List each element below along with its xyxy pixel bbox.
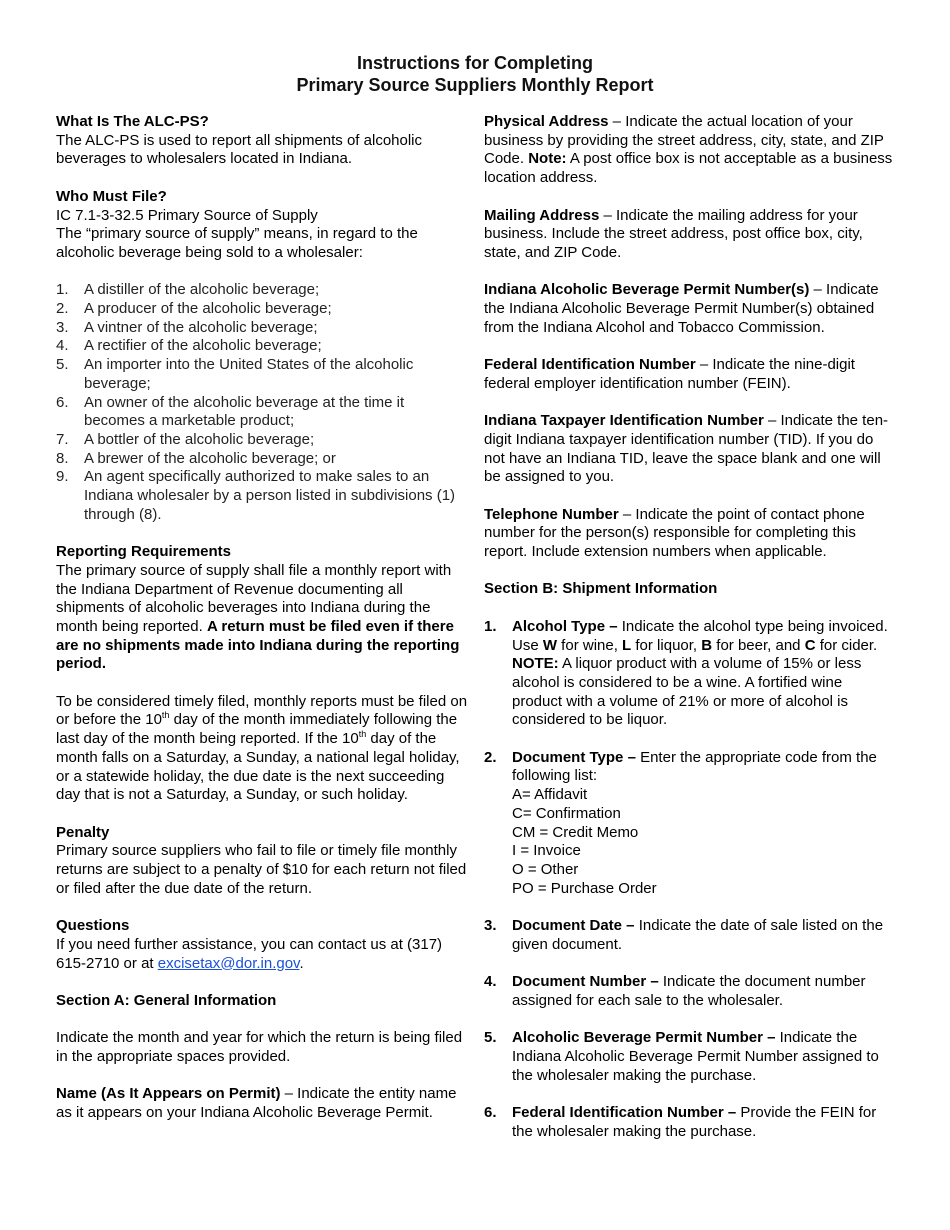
permit-number-item: 5. Alcoholic Beverage Permit Number – Indicate the Indiana Alcoholic Beverage Permit Number assigned to the wholesaler making the purchase. bbox=[484, 1029, 879, 1084]
document-type-item: 2. Document Type – Enter the appropriate code from the following list: A= Affidavit C= Confirmation CM = Credit Memo I = Invoice O = Other PO = Purchase Order bbox=[484, 749, 896, 899]
what-is-heading: What Is The ALC-PS? bbox=[56, 113, 209, 130]
left-column bbox=[56, 113, 468, 1123]
questions-heading: Questions bbox=[56, 917, 130, 935]
doc-code: C= Confirmation bbox=[512, 804, 621, 822]
name-instruction: Name (As It Appears on Permit) – Indicate the entity name as it appears on your Indiana Alcoholic Beverage Permit. bbox=[56, 1085, 457, 1122]
penalty-heading: Penalty bbox=[56, 823, 110, 841]
section-a-heading: Section A: General Information bbox=[56, 991, 277, 1009]
list-item: 5. An importer into the United States of the alcoholic beverage; bbox=[56, 356, 414, 392]
wholesaler-fein-item: 6. Federal Identification Number – Provide the FEIN for the wholesaler making the purchase. bbox=[484, 1104, 877, 1140]
statute-line: IC 7.1-3-32.5 Primary Source of Supply bbox=[56, 206, 318, 224]
who-must-file-heading: Who Must File? bbox=[56, 187, 167, 205]
penalty-body: Primary source suppliers who fail to file or timely file monthly returns are subject to a penalty of $10 for each return not filed or filed after the due date of the return. bbox=[56, 842, 467, 897]
questions-body: If you need further assistance, you can contact us at (317) 615-2710 or at bbox=[56, 935, 443, 972]
tid-instruction: Indiana Taxpayer Identification Number – Indicate the ten-digit Indiana taxpayer identification number (TID). If you do not have an Indiana TID, leave the space blank and one will be assigned to you. bbox=[484, 412, 889, 486]
document-number-item: 4. Document Number – Indicate the document number assigned for each sale to the wholesaler. bbox=[484, 973, 866, 1009]
doc-code: I = Invoice bbox=[512, 842, 581, 860]
questions-section: Questions If you need further assistance, you can contact us at (317) 615-2710 or at excisetax@dor.in.gov. bbox=[56, 917, 468, 973]
who-must-file-section bbox=[56, 188, 468, 263]
timely-filed-paragraph: To be considered timely filed, monthly reports must be filed on or before the 10th day of the month immediately following the last day of the month being reported. If the 10th day of the month falls on a Saturday, a Sunday, a national legal holiday, or a statewide holiday, the due date is the next succeeding day that is not a Saturday, a Sunday, or such holiday. bbox=[56, 692, 468, 804]
telephone-instruction: Telephone Number – Indicate the point of contact phone number for the person(s) responsible for completing this report. Include extension numbers when applicable. bbox=[484, 505, 865, 561]
list-item: 9. An agent specifically authorized to make sales to an Indiana wholesaler by a person listed in subdivisions (1) through (8). bbox=[56, 468, 456, 523]
email-link[interactable]: excisetax@dor.in.gov bbox=[157, 954, 300, 972]
list-item: 4. A rectifier of the alcoholic beverage; bbox=[56, 337, 322, 355]
list-item: 1. A distiller of the alcoholic beverage; bbox=[56, 281, 320, 299]
section-b-heading: Section B: Shipment Information bbox=[484, 580, 718, 598]
list-item: 8. A brewer of the alcoholic beverage; or bbox=[56, 449, 336, 467]
title-line-2: Primary Source Suppliers Monthly Report bbox=[296, 75, 654, 95]
what-is-body: The ALC-PS is used to report all shipments of alcoholic beverages to wholesalers located in Indiana. bbox=[56, 131, 423, 168]
section-a-intro: Indicate the month and year for which the return is being filed in the appropriate spaces provided. bbox=[56, 1029, 463, 1066]
doc-code: CM = Credit Memo bbox=[512, 823, 639, 841]
reporting-heading: Reporting Requirements bbox=[56, 543, 232, 561]
reporting-body: The primary source of supply shall file a monthly report with the Indiana Department of Revenue documenting all shipments of alcoholic beverages into Indiana during the month being reported. bbox=[56, 561, 452, 635]
title-line-1: Instructions for Completing bbox=[357, 53, 593, 73]
reporting-requirements-section bbox=[56, 543, 468, 674]
penalty-section bbox=[56, 824, 468, 899]
doc-code: O = Other bbox=[512, 861, 579, 878]
permit-number-instruction: Indiana Alcoholic Beverage Permit Number(s) – Indicate the Indiana Alcoholic Beverage Permit Number(s) obtained from the Indiana Alcohol and Tobacco Commission. bbox=[484, 281, 879, 336]
reporting-bold-notice: A return must be filed even if there are no shipments made into Indiana during the reporting period. bbox=[56, 617, 460, 673]
list-item: 6. An owner of the alcoholic beverage at the time it becomes a marketable product; bbox=[56, 393, 405, 430]
list-item: 3. A vintner of the alcoholic beverage; bbox=[56, 318, 318, 336]
mailing-address-instruction: Mailing Address – Indicate the mailing address for your business. Include the street address, post office box, city, state, and ZIP Code. bbox=[484, 206, 863, 261]
shipment-instructions-list bbox=[484, 618, 896, 1142]
list-item: 2. A producer of the alcoholic beverage; bbox=[56, 300, 332, 317]
right-column bbox=[484, 113, 896, 1160]
physical-address-instruction: Physical Address – Indicate the actual location of your business by providing the street address, city, state, and ZIP Code. Note: A post office box is not acceptable as a business location address. bbox=[484, 113, 893, 187]
document-date-item: 3. Document Date – Indicate the date of sale listed on the given document. bbox=[484, 917, 884, 953]
doc-code: PO = Purchase Order bbox=[512, 879, 657, 897]
doc-code: A= Affidavit bbox=[512, 786, 588, 804]
primary-source-list bbox=[56, 281, 468, 524]
what-is-section bbox=[56, 113, 468, 169]
alcohol-type-item: 1. Alcohol Type – Indicate the alcohol type being invoiced. Use W for wine, L for liquor, B for beer, and C for cider. NOTE: A liquor product with a volume of 15% or less alcohol is considered to be a wine. A fortified wine product with a volume of 21% or more of alcohol is considered to be liquor. bbox=[484, 617, 888, 729]
fein-instruction: Federal Identification Number – Indicate the nine-digit federal employer identification number (FEIN). bbox=[484, 356, 855, 392]
page-title bbox=[0, 52, 950, 96]
list-item: 7. A bottler of the alcoholic beverage; bbox=[56, 430, 315, 448]
primary-source-intro: The “primary source of supply” means, in regard to the alcoholic beverage being sold to a wholesaler: bbox=[56, 225, 418, 261]
